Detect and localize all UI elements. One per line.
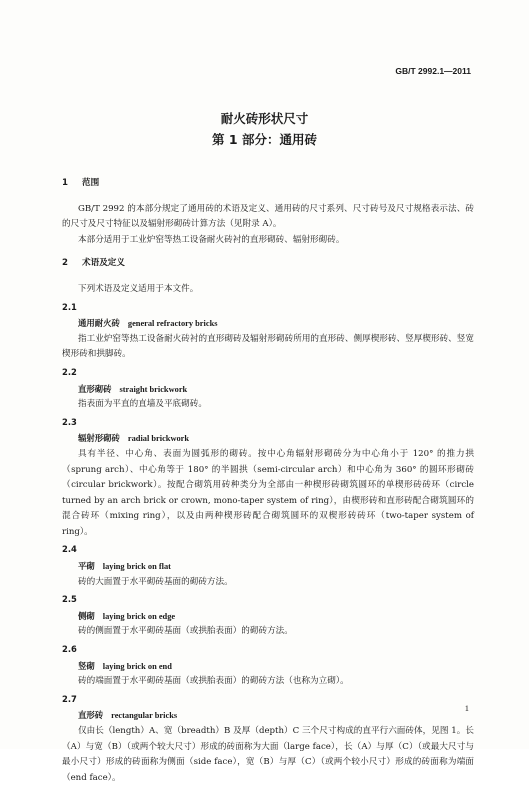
term-cn: 侧砌 [78,610,95,621]
title-block [0,110,529,149]
clause-number: 2.1 [62,301,77,312]
term-en: rectangular bricks [111,711,178,721]
term [78,431,474,447]
term-cn: 竖砌 [78,660,95,671]
term-definition: 砖的侧面置于水平砌砖基面（或拱胎表面）的砌砖方法。 [78,626,293,637]
term-cn: 直形砌砖 [78,383,112,394]
clause-number: 2.5 [62,594,77,605]
section-2-number: 2 [62,258,68,269]
term-en: radial brickwork [127,434,190,444]
clause-number: 2.7 [62,693,77,704]
clause-2-3 [62,415,474,541]
term-en: general refractory bricks [127,319,218,329]
section-1-title: 范围 [82,178,100,188]
term-definition: 砖的大面置于水平砌砖基面的砌砖方法。 [78,576,233,587]
term-definition: 具有半径、中心角、表面为圆弧形的砌砖。按中心角辐射形砌砖分为中心角小于 120° 的推力拱（sprung arch）、中心角等于 180° 的半圆拱（semi-circular arch）和中心角为 360° 的圆环形砌砖（circular brickwork）。按配合砌筑用砖种类分为全部由一种楔形砖砌筑圆环的单楔形砖砖环（circle turned by an arch brick or crown, mono-taper system of ring），由楔形砖和直形砖配合砌筑圆环的混合砖环（mixing ring），以及由两种楔形砖配合砌筑圆环的双楔形砖砖环（two-taper system of ring）。 [62,448,474,537]
section-1-paragraph: 本部分适用于工业炉窑等热工设备耐火砖衬的直形砌砖、辐射形砌砖。 [78,234,345,245]
document-title: 耐火砖形状尺寸 [220,111,309,126]
term [78,316,474,332]
clause-2-4 [62,542,474,590]
section-1-heading [62,176,474,192]
term-cn: 平砌 [78,561,95,572]
clause-number: 2.6 [62,644,77,655]
term [78,708,474,724]
section-1-number: 1 [62,178,68,188]
term-en: laying brick on edge [102,611,176,621]
clause-2-7 [62,692,474,786]
term-definition: 砖的端面置于水平砌砖基面（或拱胎表面）的砌砖方法（也称为立砌）。 [78,676,349,687]
term-en: laying brick on end [102,661,172,671]
term-definition: 指表面为平直的直墙及平底砌砖。 [78,399,207,410]
clause-number: 2.3 [62,416,77,427]
clause-number: 2.4 [62,544,77,555]
term-en: straight brickwork [119,384,188,394]
page-number: 1 [464,703,469,713]
clause-2-6 [62,642,474,690]
section-2-title: 术语及定义 [82,258,125,269]
term [78,382,474,398]
term-cn: 通用耐火砖 [78,318,120,329]
term [78,609,474,625]
term [78,659,474,675]
clause-2-5 [62,592,474,640]
section-1-paragraph: GB/T 2992 的本部分规定了通用砖的术语及定义、通用砖的尺寸系列、尺寸砖号及尺寸规格表示法、砖的尺寸及尺寸特征以及辐射形砌砖计算方法（见附录 A）。 [62,203,474,230]
clause-number: 2.2 [62,366,77,377]
term [78,559,474,575]
section-2-heading [62,256,474,272]
clause-2-2 [62,365,474,413]
standard-code: GB/T 2992.1—2011 [395,66,471,76]
term-definition: 指工业炉窑等热工设备耐火砖衬的直形砌砖及辐射形砌砖所用的直形砖、侧厚楔形砖、竖厚楔形砖、竖宽楔形砖和拱脚砖。 [62,333,474,360]
clause-2-1 [62,300,474,363]
document-body [62,176,474,786]
section-2-intro: 下列术语及定义适用于本文件。 [78,283,199,294]
term-cn: 直形砖 [78,710,104,721]
term-en: laying brick on flat [102,562,171,572]
document-subtitle: 第 1 部分：通用砖 [212,132,317,147]
term-cn: 辐射形砌砖 [78,433,120,444]
term-definition: 仅由长（length）A、宽（breadth）B 及厚（depth）C 三个尺寸构成的直平行六面砖体，见图 1。长（A）与宽（B）（或两个较大尺寸）形成的砖面称为大面（large face），长（A）与厚（C）（或最大尺寸与最小尺寸）形成的砖面称为侧面（side face），宽（B）与厚（C）（或两个较小尺寸）形成的砖面称为端面（end face）。 [62,726,474,783]
